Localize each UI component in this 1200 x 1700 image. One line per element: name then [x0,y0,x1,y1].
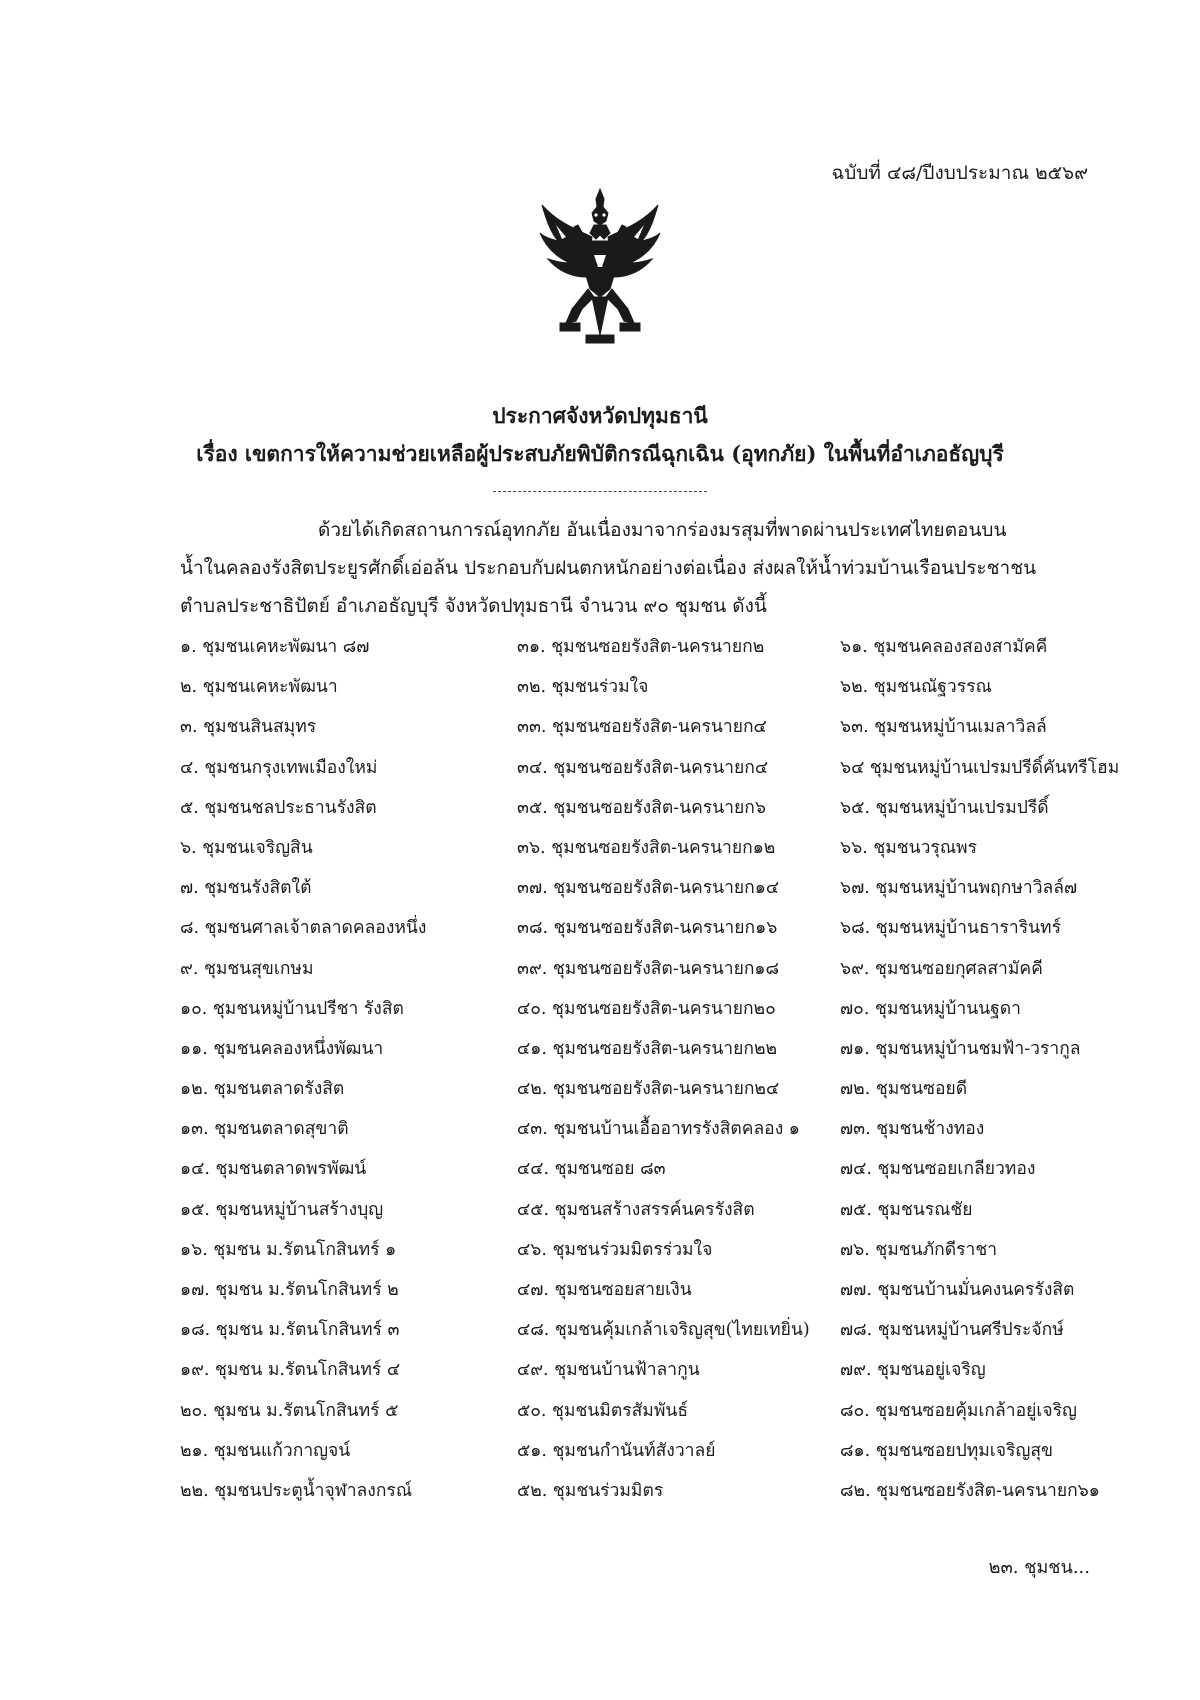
community-item: ๖๑. ชุมชนคลองสองสามัคคี [840,637,1048,657]
community-item: ๔๔. ชุมชนซอย ๘๓ [517,1159,666,1180]
community-item: ๔๗. ชุมชนซอยสายเงิน [517,1280,692,1300]
document-title: ประกาศจังหวัดปทุมธานี [492,403,708,428]
community-item: ๔๖. ชุมชนร่วมมิตรร่วมใจ [517,1239,713,1260]
community-item: ๓๑. ชุมชนซอยรังสิต-นครนายก๒ [517,637,765,657]
community-item: ๖๗. ชุมชนหมู่บ้านพฤกษาวิลล์๗ [840,878,1078,899]
title-divider [493,491,707,492]
community-item: ๖๔ ชุมชนหมู่บ้านเปรมปรีดิ์คันทรีโฮม [840,757,1120,778]
community-item: ๔๐. ชุมชนซอยรังสิต-นครนายก๒๐ [517,998,776,1019]
continuation-text: ๒๓. ชุมชน... [988,1557,1090,1578]
paragraph-line: ตำบลประชาธิปัตย์ อำเภอธัญบุรี จังหวัดปทุมธานี จำนวน ๙๐ ชุมชน ดังนี้ [180,595,767,617]
community-item: ๕๒. ชุมชนร่วมมิตร [517,1480,664,1501]
community-item: ๗๑. ชุมชนหมู่บ้านชมฟ้า-วรากูล [840,1038,1081,1059]
community-item: ๒๐. ชุมชน ม.รัตนโกสินทร์ ๕ [180,1400,399,1421]
community-item: ๓๖. ชุมชนซอยรังสิต-นครนายก๑๒ [517,837,776,858]
community-item: ๗๙. ชุมชนอยู่เจริญ [840,1360,986,1381]
community-item: ๓๗. ชุมชนซอยรังสิต-นครนายก๑๔ [517,878,780,899]
community-item: ๒๒. ชุมชนประตูน้ำจุฬาลงกรณ์ [180,1480,413,1501]
community-item: ๘๒. ชุมชนซอยรังสิต-นครนายก๖๑ [840,1480,1100,1501]
community-item: ๗๓. ชุมชนช้างทอง [840,1119,985,1140]
community-item: ๑๓. ชุมชนตลาดสุขาติ [180,1119,349,1140]
community-item: ๖. ชุมชนเจริญสิน [180,837,313,858]
community-item: ๖๖. ชุมชนวรุณพร [840,837,977,858]
community-item: ๗๖. ชุมชนภักดีราชา [840,1239,998,1260]
community-item: ๗๘. ชุมชนหมู่บ้านศรีประจักษ์ [840,1320,1064,1341]
community-column-2 [517,627,810,1511]
community-item: ๔๘. ชุมชนคุ้มเกล้าเจริญสุข(ไทยเทยิ่น) [517,1320,810,1341]
community-item: ๑๘. ชุมชน ม.รัตนโกสินทร์ ๓ [180,1320,400,1341]
community-item: ๑๗. ชุมชน ม.รัตนโกสินทร์ ๒ [180,1280,399,1300]
community-item: ๘๐. ชุมชนซอยคุ้มเกล้าอยู่เจริญ [840,1400,1077,1421]
community-item: ๔๙. ชุมชนบ้านฟ้าลากูน [517,1360,700,1381]
community-item: ๖๙. ชุมชนซอยกุศลสามัคคี [840,958,1043,979]
document-subject: เรื่อง เขตการให้ความช่วยเหลือผู้ประสบภัยพิบัติกรณีฉุกเฉิน (อุทกภัย) ในพื้นที่อำเภอธัญบุรี [196,441,1004,466]
community-item: ๒๑. ชุมชนแก้วกาญจน์ [180,1440,351,1461]
community-item: ๗๔. ชุมชนซอยเกลียวทอง [840,1159,1036,1180]
community-item: ๑๐. ชุมชนหมู่บ้านปรีชา รังสิต [180,998,404,1019]
community-column-1 [180,627,426,1511]
community-item: ๑๕. ชุมชนหมู่บ้านสร้างบุญ [180,1199,384,1220]
community-item: ๑๖. ชุมชน ม.รัตนโกสินทร์ ๑ [180,1239,397,1260]
community-item: ๒. ชุมชนเคหะพัฒนา [180,677,338,698]
community-item: ๗๗. ชุมชนบ้านมั่นคงนครรังสิต [840,1280,1075,1300]
community-item: ๔๑. ชุมชนซอยรังสิต-นครนายก๒๒ [517,1038,778,1059]
community-item: ๖๒. ชุมชนณัฐวรรณ [840,677,992,698]
community-item: ๖๕. ชุมชนหมู่บ้านเปรมปรีดิ์ [840,797,1049,818]
community-item: ๓๒. ชุมชนร่วมใจ [517,677,649,698]
community-item: ๑๔. ชุมชนตลาดพรพัฒน์ [180,1159,367,1180]
community-item: ๑. ชุมชนเคหะพัฒนา ๘๗ [180,637,370,657]
community-item: ๓๔. ชุมชนซอยรังสิต-นครนายก๔ [517,757,769,778]
community-item: ๔๒. ชุมชนซอยรังสิต-นครนายก๒๔ [517,1079,780,1100]
community-item: ๗๕. ชุมชนรณชัย [840,1199,973,1220]
community-item: ๑๒. ชุมชนตลาดรังสิต [180,1079,345,1100]
community-item: ๓๙. ชุมชนซอยรังสิต-นครนายก๑๘ [517,958,780,979]
community-column-3 [840,627,1119,1511]
community-item: ๖๘. ชุมชนหมู่บ้านธารารินทร์ [840,918,1061,939]
community-item: ๓. ชุมชนสินสมุทร [180,717,317,738]
community-item: ๑๑. ชุมชนคลองหนึ่งพัฒนา [180,1038,384,1059]
community-item: ๔๓. ชุมชนบ้านเอื้ออาทรรังสิตคลอง ๑ [517,1119,800,1140]
community-item: ๗. ชุมชนรังสิตใต้ [180,878,312,899]
community-item: ๕๐. ชุมชนมิตรสัมพันธ์ [517,1400,689,1421]
community-item: ๗๐. ชุมชนหมู่บ้านนฐดา [840,998,1021,1019]
garuda-emblem-icon [536,185,664,347]
paragraph-line: ด้วยได้เกิดสถานการณ์อุทกภัย อันเนื่องมาจากร่องมรสุมที่พาดผ่านประเทศไทยตอนบน [318,519,1007,541]
community-item: ๕. ชุมชนชลประธานรังสิต [180,797,377,818]
community-item: ๘๑. ชุมชนซอยปทุมเจริญสุข [840,1440,1053,1461]
community-item: ๔. ชุมชนกรุงเทพเมืองใหม่ [180,757,378,778]
community-item: ๙. ชุมชนสุขเกษม [180,958,314,979]
intro-paragraph [180,511,1090,625]
community-item: ๓๓. ชุมชนซอยรังสิต-นครนายก๔ [517,717,767,738]
paragraph-line: น้ำในคลองรังสิตประยูรศักดิ์เอ่อล้น ประกอบกับฝนตกหนักอย่างต่อเนื่อง ส่งผลให้น้ำท่วมบ้านเรือนประชาชน [180,557,1037,579]
community-item: ๑๙. ชุมชน ม.รัตนโกสินทร์ ๔ [180,1360,401,1381]
community-item: ๖๓. ชุมชนหมู่บ้านเมลาวิลล์ [840,717,1047,738]
community-item: ๓๕. ชุมชนซอยรังสิต-นครนายก๖ [517,797,766,818]
community-item: ๘. ชุมชนศาลเจ้าตลาดคลองหนึ่ง [180,918,427,939]
community-item: ๗๒. ชุมชนซอยดี [840,1079,968,1100]
community-item: ๕๑. ชุมชนกำนันท์สังวาลย์ [517,1440,716,1461]
document-number: ฉบับที่ ๔๘/ปีงบประมาณ ๒๕๖๙ [831,162,1088,184]
community-item: ๔๕. ชุมชนสร้างสรรค์นครรังสิต [517,1199,755,1220]
community-item: ๓๘. ชุมชนซอยรังสิต-นครนายก๑๖ [517,918,778,939]
